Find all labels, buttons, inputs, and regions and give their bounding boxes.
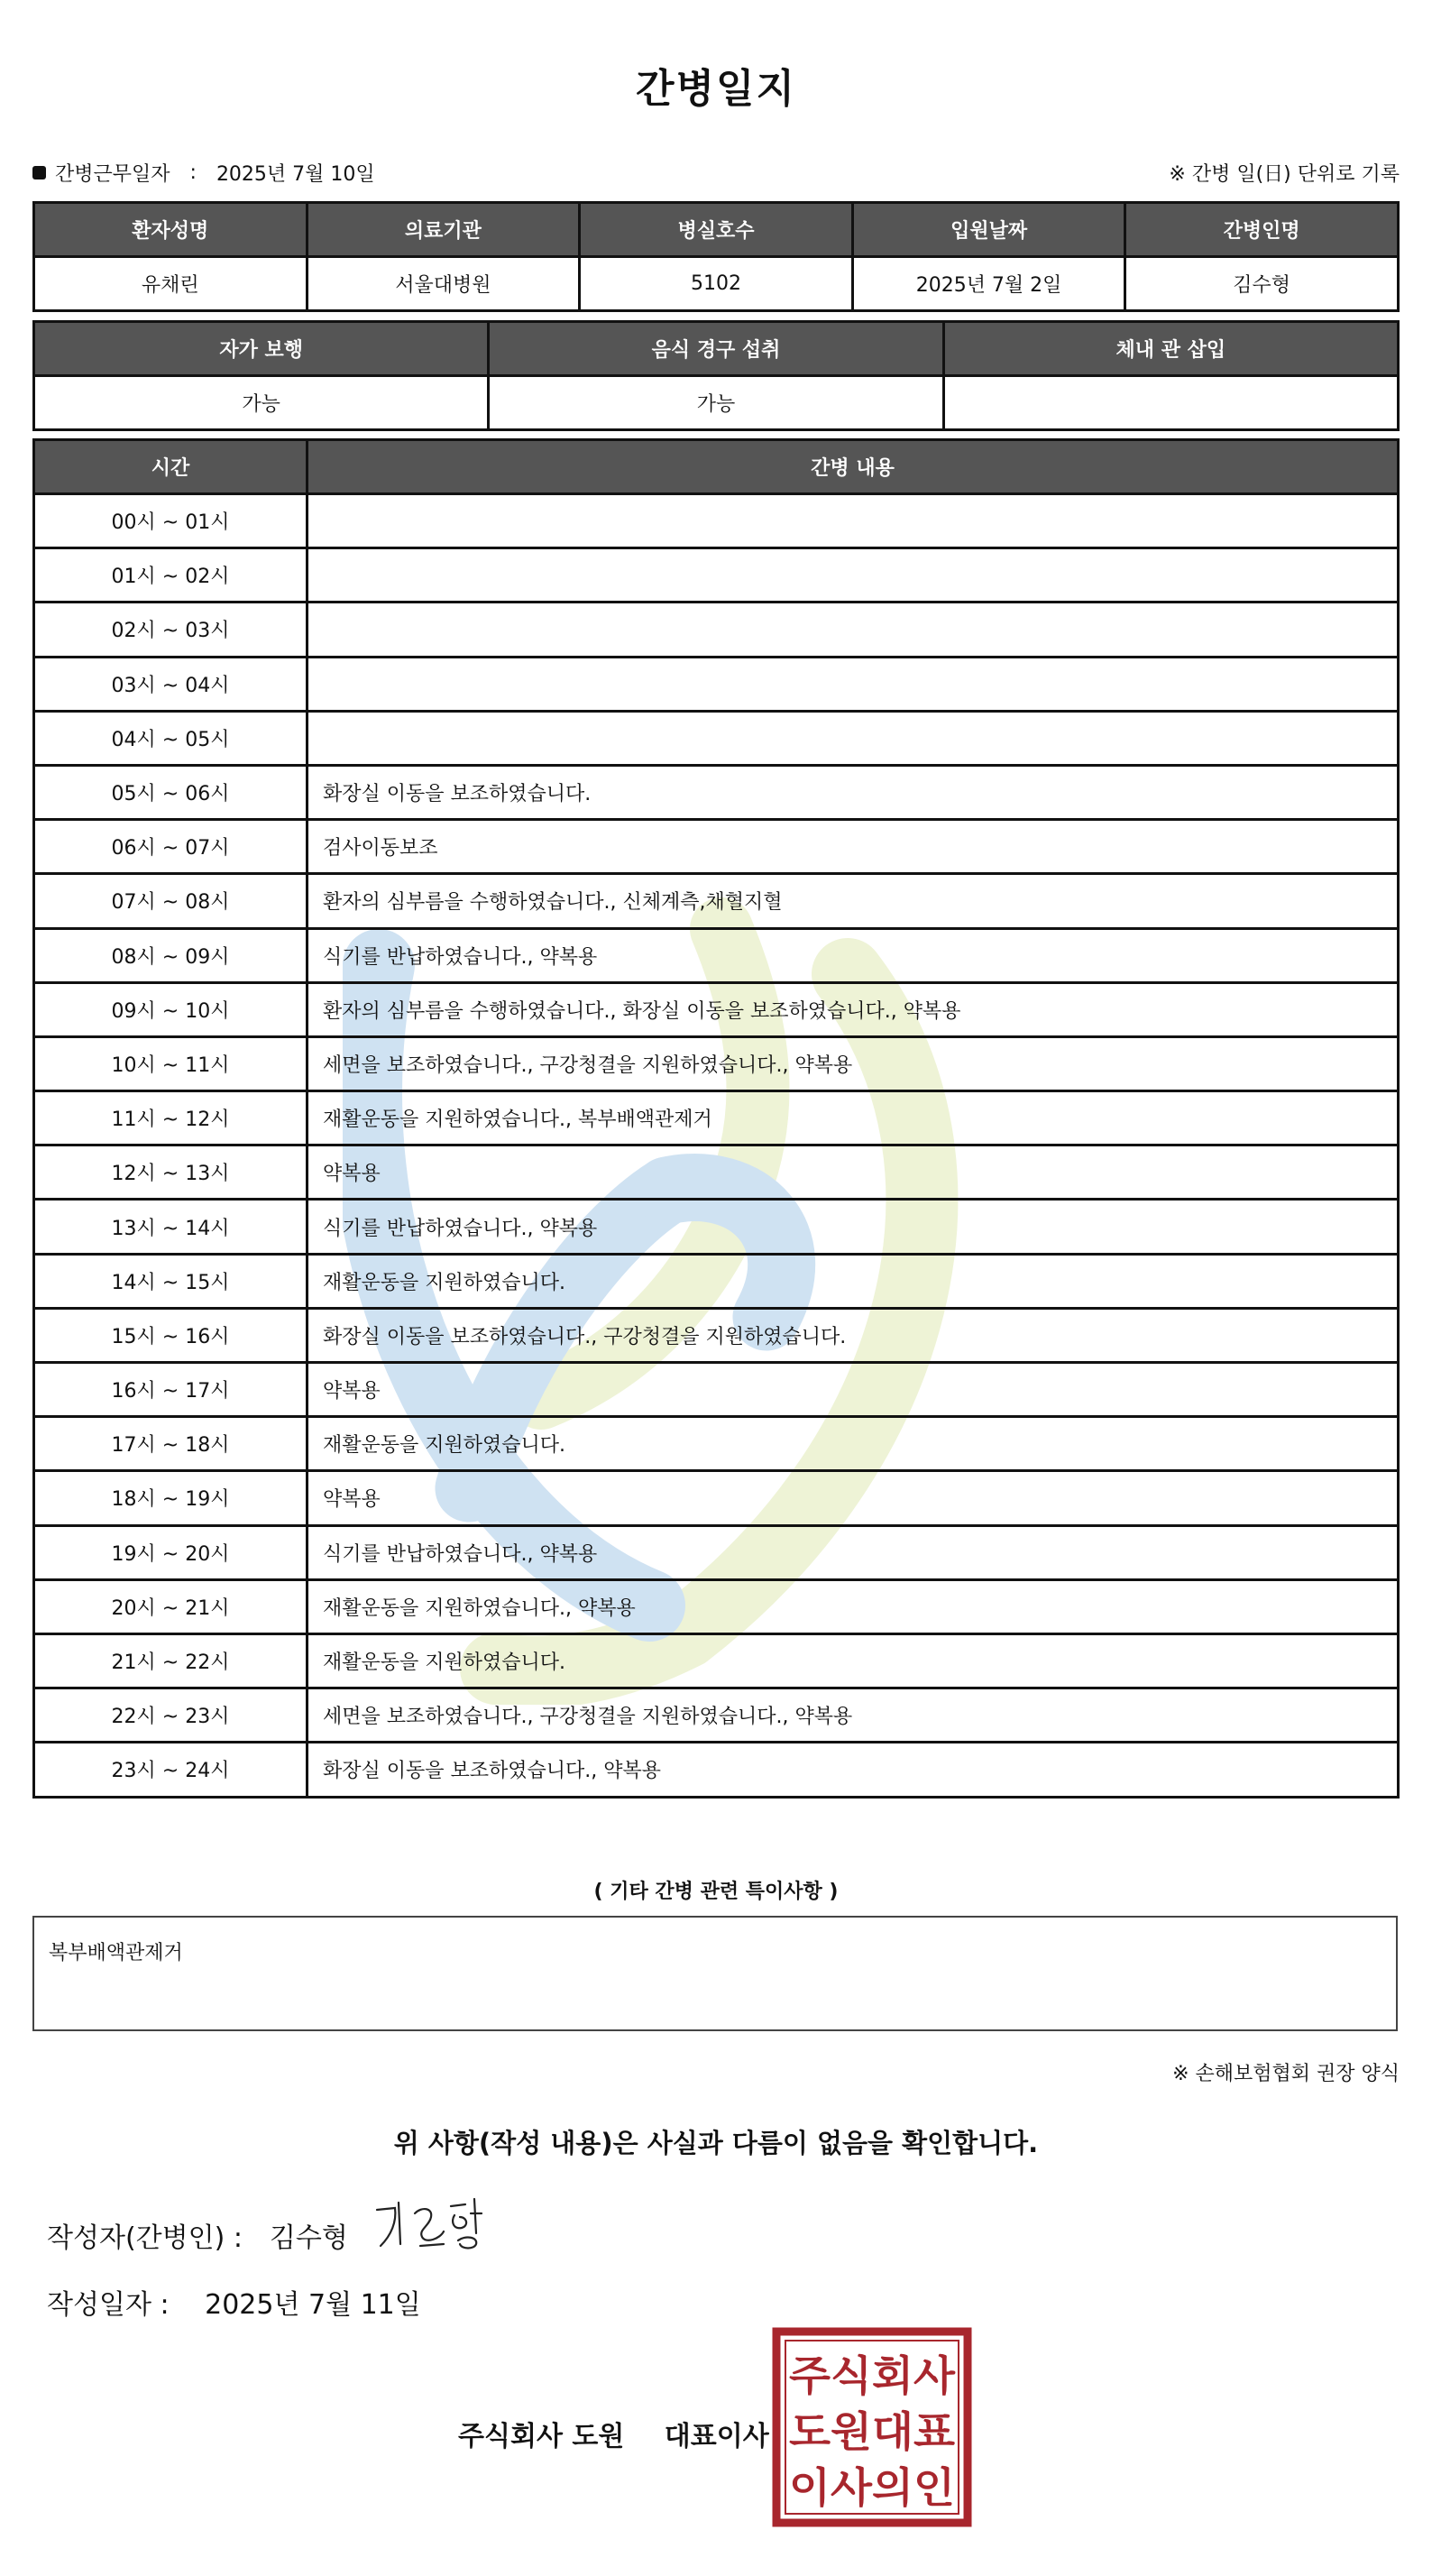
patient-info-value-row (34, 257, 1399, 311)
room-number: 5102 (580, 257, 853, 311)
meta-row (32, 159, 1400, 188)
care-log-content: 화장실 이동을 보조하였습니다. (308, 765, 1399, 819)
header-admission-date: 입원날짜 (852, 203, 1125, 257)
care-log-content: 식기를 반납하였습니다., 약복용 (308, 1200, 1399, 1254)
oral-intake: 가능 (489, 376, 943, 430)
care-log-row (34, 1363, 1399, 1417)
header-self-walking: 자가 보행 (34, 322, 489, 376)
care-log-content: 재활운동을 지원하였습니다. (308, 1633, 1399, 1688)
admission-date: 2025년 7월 2일 (852, 257, 1125, 311)
care-log-time: 16시 ~ 17시 (34, 1363, 308, 1417)
care-log-row (34, 928, 1399, 982)
care-log-row (34, 603, 1399, 657)
care-log-time: 11시 ~ 12시 (34, 1091, 308, 1145)
care-log-row (34, 874, 1399, 928)
care-log-content: 식기를 반납하였습니다., 약복용 (308, 928, 1399, 982)
care-log-row (34, 1471, 1399, 1525)
patient-status-header-row (34, 322, 1399, 376)
care-log-time: 20시 ~ 21시 (34, 1579, 308, 1633)
care-log-content: 세면을 보조하였습니다., 구강청결을 지원하였습니다., 약복용 (308, 1036, 1399, 1090)
care-log-content: 화장실 이동을 보조하였습니다., 약복용 (308, 1743, 1399, 1797)
care-log-row (34, 1688, 1399, 1743)
care-log-row (34, 1743, 1399, 1797)
care-log-time: 22시 ~ 23시 (34, 1688, 308, 1743)
care-log-time: 03시 ~ 04시 (34, 657, 308, 711)
care-log-content (308, 603, 1399, 657)
care-log-time: 05시 ~ 06시 (34, 765, 308, 819)
care-log-row (34, 657, 1399, 711)
care-log-content: 환자의 심부름을 수행하였습니다., 신체계측,채혈지혈 (308, 874, 1399, 928)
care-log-row (34, 765, 1399, 819)
care-log-row (34, 820, 1399, 874)
care-log-time: 00시 ~ 01시 (34, 494, 308, 548)
care-log-content: 검사이동보조 (308, 820, 1399, 874)
care-log-header-row (34, 440, 1399, 494)
header-patient-name: 환자성명 (34, 203, 308, 257)
self-walking: 가능 (34, 376, 489, 430)
written-date-value: 2025년 7월 11일 (205, 2289, 421, 2321)
care-log-row (34, 1579, 1399, 1633)
patient-name: 유채린 (34, 257, 308, 311)
care-log-time: 19시 ~ 20시 (34, 1525, 308, 1579)
care-log-time: 06시 ~ 07시 (34, 820, 308, 874)
header-oral-intake: 음식 경구 섭취 (489, 322, 943, 376)
care-log-time: 14시 ~ 15시 (34, 1254, 308, 1308)
header-hospital: 의료기관 (307, 203, 580, 257)
company-line (458, 2414, 769, 2453)
care-log-time: 02시 ~ 03시 (34, 603, 308, 657)
care-log-content: 재활운동을 지원하였습니다. (308, 1254, 1399, 1308)
tube-insertion (943, 376, 1398, 430)
care-log-content: 세면을 보조하였습니다., 구강청결을 지원하였습니다., 약복용 (308, 1688, 1399, 1743)
care-log-row (34, 1091, 1399, 1145)
care-date-separator: : (189, 161, 197, 184)
hospital: 서울대병원 (307, 257, 580, 311)
care-log-row (34, 1145, 1399, 1200)
care-log-row (34, 1308, 1399, 1362)
care-date-value: 2025년 7월 10일 (216, 163, 375, 186)
care-log-row (34, 982, 1399, 1036)
care-log-content: 화장실 이동을 보조하였습니다., 구강청결을 지원하였습니다. (308, 1308, 1399, 1362)
care-log-time: 21시 ~ 22시 (34, 1633, 308, 1688)
patient-info-header-row (34, 203, 1399, 257)
care-log-time: 01시 ~ 02시 (34, 548, 308, 603)
care-log-content: 재활운동을 지원하였습니다., 약복용 (308, 1579, 1399, 1633)
care-log-content (308, 494, 1399, 548)
care-log-time: 07시 ~ 08시 (34, 874, 308, 928)
recommend-note: ※ 손해보험협회 권장 양식 (1172, 2063, 1400, 2085)
document-title: 간병일지 (635, 66, 796, 112)
writer-name: 김수형 (269, 2222, 348, 2254)
company-seal-stamp (772, 2327, 972, 2527)
care-log-time: 18시 ~ 19시 (34, 1471, 308, 1525)
square-bullet-icon (32, 166, 46, 179)
care-log-body (34, 494, 1399, 1798)
patient-status-value-row (34, 376, 1399, 430)
seal-text-line: 주식회사 (789, 2351, 956, 2400)
care-log-row (34, 1525, 1399, 1579)
care-log-time: 12시 ~ 13시 (34, 1145, 308, 1200)
notes-box (32, 1916, 1398, 2031)
notes-content: 복부배액관제거 (49, 1942, 183, 1964)
seal-text-line: 도원대표 (789, 2407, 956, 2456)
writer-line (47, 2215, 348, 2255)
care-log-row (34, 494, 1399, 548)
care-log-time: 04시 ~ 05시 (34, 711, 308, 765)
care-log-row (34, 711, 1399, 765)
care-log-time: 15시 ~ 16시 (34, 1308, 308, 1362)
care-log-content: 약복용 (308, 1471, 1399, 1525)
care-log-row (34, 1254, 1399, 1308)
header-caregiver-name: 간병인명 (1125, 203, 1399, 257)
care-log-time: 17시 ~ 18시 (34, 1417, 308, 1471)
care-log-content: 재활운동을 지원하였습니다. (308, 1417, 1399, 1471)
caregiver-name: 김수형 (1125, 257, 1399, 311)
care-log-row (34, 1036, 1399, 1090)
care-log-time: 10시 ~ 11시 (34, 1036, 308, 1090)
header-tube-insertion: 체내 관 삽입 (943, 322, 1398, 376)
care-log-table (32, 438, 1400, 1799)
writer-label: 작성자(간병인) : (47, 2222, 243, 2254)
care-log-content (308, 711, 1399, 765)
written-date-line (47, 2282, 421, 2322)
handwritten-signature (368, 2190, 503, 2262)
company-name: 주식회사 도원 (458, 2421, 625, 2452)
seal-text-line: 이사의인 (789, 2463, 955, 2512)
confirm-statement: 위 사항(작성 내용)은 사실과 다름이 없음을 확인합니다. (393, 2128, 1039, 2158)
unit-note: ※ 간병 일(日) 단위로 기록 (1169, 163, 1400, 186)
patient-info-table (32, 201, 1400, 312)
care-log-content: 재활운동을 지원하였습니다., 복부배액관제거 (308, 1091, 1399, 1145)
written-date-label: 작성일자 : (47, 2289, 170, 2321)
header-time: 시간 (34, 440, 308, 494)
care-log-time: 09시 ~ 10시 (34, 982, 308, 1036)
notes-title: ( 기타 간병 관련 특이사항 ) (593, 1881, 839, 1903)
header-care-content: 간병 내용 (308, 440, 1399, 494)
care-log-content: 환자의 심부름을 수행하였습니다., 화장실 이동을 보조하였습니다., 약복용 (308, 982, 1399, 1036)
care-log-row (34, 1633, 1399, 1688)
care-date (32, 159, 375, 187)
care-log-content: 식기를 반납하였습니다., 약복용 (308, 1525, 1399, 1579)
care-date-label: 간병근무일자 (55, 163, 170, 186)
care-log-row (34, 1200, 1399, 1254)
care-log-row (34, 548, 1399, 603)
header-room-number: 병실호수 (580, 203, 853, 257)
patient-status-table (32, 320, 1400, 431)
company-representative: 대표이사 (664, 2421, 769, 2452)
care-log-time: 23시 ~ 24시 (34, 1743, 308, 1797)
care-log-row (34, 1417, 1399, 1471)
care-log-time: 13시 ~ 14시 (34, 1200, 308, 1254)
care-log-content: 약복용 (308, 1363, 1399, 1417)
care-log-time: 08시 ~ 09시 (34, 928, 308, 982)
care-log-content (308, 548, 1399, 603)
care-log-content: 약복용 (308, 1145, 1399, 1200)
care-log-content (308, 657, 1399, 711)
